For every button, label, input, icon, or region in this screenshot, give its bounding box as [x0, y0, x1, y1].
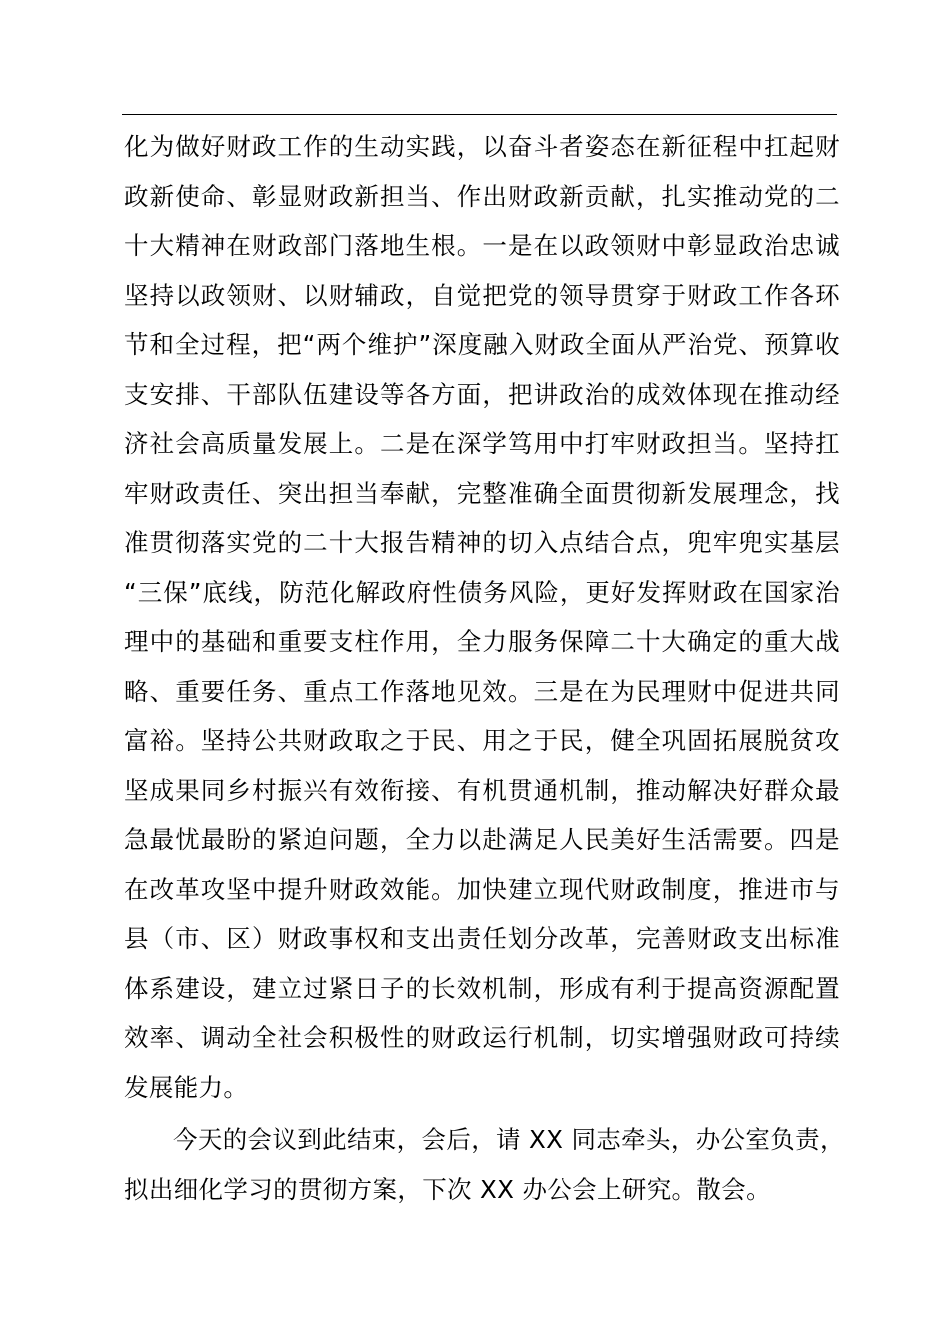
- text-line: 效率、调动全社会积极性的财政运行机制，切实增强财政可持续: [124, 1023, 840, 1052]
- text-line: 体系建设，建立过紧日子的长效机制，形成有利于提高资源配置: [124, 973, 840, 1003]
- text-line: 政新使命、彰显财政新担当、作出财政新贡献，扎实推动党的二: [124, 181, 840, 211]
- text-line: 济社会高质量发展上。二是在深学笃用中打牢财政担当。坚持扛: [124, 429, 840, 458]
- text-line: 拟出细化学习的贯彻方案，下次 XX 办公会上研究。散会。: [124, 1174, 771, 1204]
- text-line: 坚持以政领财、以财辅政，自觉把党的领导贯穿于财政工作各环: [124, 280, 840, 310]
- text-line: 在改革攻坚中提升财政效能。加快建立现代财政制度，推进市与: [124, 874, 840, 904]
- document-body: [124, 122, 845, 1214]
- header-rule: [122, 114, 837, 115]
- text-line: 牢财政责任、突出担当奉献，完整准确全面贯彻新发展理念，找: [124, 478, 840, 508]
- text-line: 准贯彻落实党的二十大报告精神的切入点结合点，兜牢兜实基层: [124, 528, 840, 557]
- paragraph-2: [124, 1115, 845, 1214]
- text-line: 支安排、干部队伍建设等各方面，把讲政治的成效体现在推动经: [124, 379, 840, 409]
- text-line: 急最忧最盼的紧迫问题，全力以赴满足人民美好生活需要。四是: [124, 825, 840, 854]
- text-line: 县（市、区）财政事权和支出责任划分改革，完善财政支出标准: [124, 924, 840, 953]
- text-line: 节和全过程，把“两个维护”深度融入财政全面从严治党、预算收: [124, 330, 840, 359]
- paragraph-1: [124, 122, 840, 1112]
- text-line: 十大精神在财政部门落地生根。一是在以政领财中彰显政治忠诚: [124, 231, 840, 260]
- text-line: 富裕。坚持公共财政取之于民、用之于民，健全巩固拓展脱贫攻: [124, 726, 840, 755]
- text-line: 略、重要任务、重点工作落地见效。三是在为民理财中促进共同: [124, 676, 840, 706]
- text-line: “三保”底线，防范化解政府性债务风险，更好发挥财政在国家治: [124, 577, 840, 607]
- text-line: 化为做好财政工作的生动实践，以奋斗者姿态在新征程中扛起财: [124, 132, 840, 161]
- text-line: 今天的会议到此结束，会后，请 XX 同志牵头，办公室负责，: [173, 1125, 845, 1154]
- text-line: 发展能力。: [124, 1072, 249, 1102]
- text-line: 理中的基础和重要支柱作用，全力服务保障二十大确定的重大战: [124, 627, 840, 656]
- text-line: 坚成果同乡村振兴有效衔接、有机贯通机制，推动解决好群众最: [124, 775, 840, 805]
